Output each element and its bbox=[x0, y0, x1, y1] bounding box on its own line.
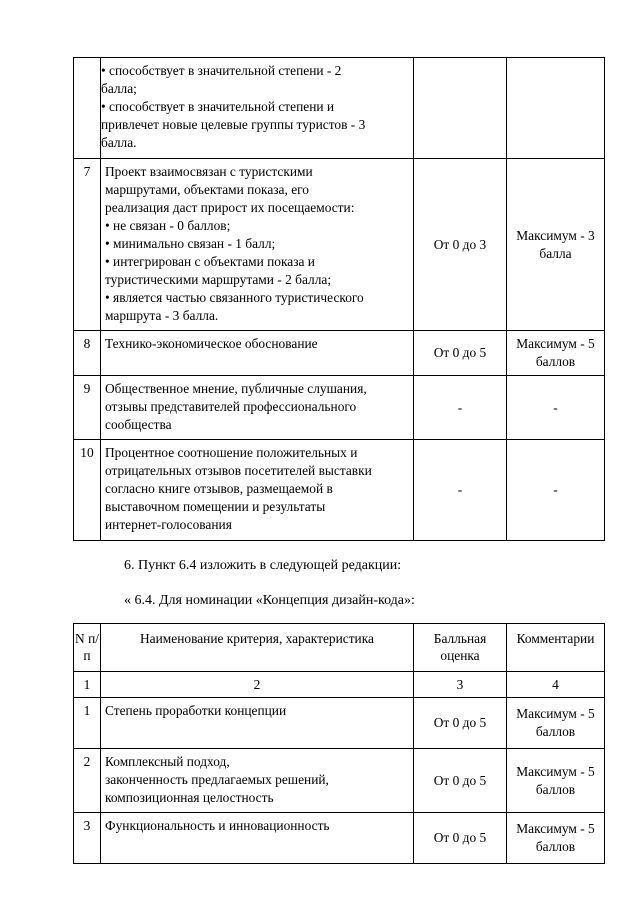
criterion-description bbox=[101, 376, 414, 440]
criterion-number: 9 bbox=[74, 376, 101, 440]
criterion-number: 3 bbox=[74, 813, 101, 864]
description-line: реализация даст прирост их посещаемости: bbox=[105, 200, 355, 215]
paragraph-point-6-4: 6. Пункт 6.4 изложить в следующей редакции: bbox=[124, 558, 402, 573]
description-line: привлечет новые целевые группы туристов - 3 bbox=[101, 117, 366, 132]
table-row bbox=[74, 749, 605, 813]
score-comment: - bbox=[507, 440, 605, 541]
criterion-description bbox=[101, 159, 414, 331]
description-line: интернет-голосования bbox=[105, 517, 232, 532]
table-header-row bbox=[74, 624, 605, 672]
column-number-4: 4 bbox=[507, 672, 605, 698]
criterion-number: 2 bbox=[74, 749, 101, 813]
table-row bbox=[74, 440, 605, 541]
column-number-2: 2 bbox=[101, 672, 414, 698]
description-line: • интегрирован с объектами показа и bbox=[105, 254, 315, 269]
column-number-3: 3 bbox=[414, 672, 507, 698]
table-row bbox=[74, 58, 605, 159]
score-range: - bbox=[414, 376, 507, 440]
design-code-criteria-table-body bbox=[74, 624, 605, 864]
criteria-table-continued bbox=[73, 57, 605, 541]
score-range: От 0 до 5 bbox=[414, 698, 507, 749]
table-row bbox=[74, 698, 605, 749]
table-row bbox=[74, 813, 605, 864]
description-line: • минимально связан - 1 балл; bbox=[105, 236, 276, 251]
criterion-description bbox=[101, 698, 414, 749]
criterion-description bbox=[101, 440, 414, 541]
score-range: От 0 до 5 bbox=[414, 749, 507, 813]
criterion-description bbox=[101, 331, 414, 376]
criterion-number: 7 bbox=[74, 159, 101, 331]
description-line: • способствует в значительной степени - 2 bbox=[101, 63, 342, 78]
description-line: Технико-экономическое обоснование bbox=[105, 336, 318, 351]
table-row bbox=[74, 159, 605, 331]
description-line: • не связан - 0 баллов; bbox=[105, 218, 231, 233]
header-number: N п/п bbox=[74, 624, 101, 672]
score-comment: Максимум - 5 баллов bbox=[507, 331, 605, 376]
criterion-description bbox=[101, 813, 414, 864]
column-number-1: 1 bbox=[74, 672, 101, 698]
score-comment: Максимум - 5 баллов bbox=[507, 698, 605, 749]
description-line: маршрутами, объектами показа, его bbox=[105, 182, 309, 197]
description-line: композиционная целостность bbox=[105, 790, 274, 805]
score-range: - bbox=[414, 440, 507, 541]
criterion-description bbox=[101, 749, 414, 813]
description-line: согласно книге отзывов, размещаемой в bbox=[105, 481, 333, 496]
score-range bbox=[414, 58, 507, 159]
table-row bbox=[74, 331, 605, 376]
criterion-number: 10 bbox=[74, 440, 101, 541]
description-line: • способствует в значительной степени и bbox=[101, 99, 335, 114]
score-range: От 0 до 5 bbox=[414, 331, 507, 376]
description-line: балла. bbox=[101, 135, 137, 150]
description-line: Процентное соотношение положительных и bbox=[105, 445, 358, 460]
score-range: От 0 до 5 bbox=[414, 813, 507, 864]
criteria-table-continued-body bbox=[74, 58, 605, 541]
header-score: Балльная оценка bbox=[414, 624, 507, 672]
criterion-number: 8 bbox=[74, 331, 101, 376]
description-line: законченность предлагаемых решений, bbox=[105, 772, 329, 787]
description-line: Функциональность и инновационность bbox=[105, 818, 330, 833]
table-numbering-row bbox=[74, 672, 605, 698]
description-line: балла; bbox=[101, 81, 137, 96]
criterion-description bbox=[101, 58, 414, 159]
score-comment: - bbox=[507, 376, 605, 440]
description-line: выставочном помещении и результаты bbox=[105, 499, 326, 514]
design-code-criteria-table bbox=[73, 623, 605, 864]
criterion-number bbox=[74, 58, 101, 159]
criterion-number: 1 bbox=[74, 698, 101, 749]
header-comments: Комментарии bbox=[507, 624, 605, 672]
score-range: От 0 до 3 bbox=[414, 159, 507, 331]
score-comment: Максимум - 5 баллов bbox=[507, 813, 605, 864]
description-line: Общественное мнение, публичные слушания, bbox=[105, 381, 367, 396]
description-line: Степень проработки концепции bbox=[105, 703, 287, 718]
description-line: маршрута - 3 балла. bbox=[105, 308, 219, 323]
description-line: Комплексный подход, bbox=[105, 754, 230, 769]
score-comment bbox=[507, 58, 605, 159]
description-line: Проект взаимосвязан с туристскими bbox=[105, 164, 313, 179]
header-criterion: Наименование критерия, характеристика bbox=[101, 624, 414, 672]
paragraph-nomination-design-code: « 6.4. Для номинации «Концепция дизайн-кода»: bbox=[124, 593, 415, 608]
table-row bbox=[74, 376, 605, 440]
description-line: • является частью связанного туристического bbox=[105, 290, 364, 305]
score-comment: Максимум - 5 баллов bbox=[507, 749, 605, 813]
description-line: отрицательных отзывов посетителей выставки bbox=[105, 463, 372, 478]
description-line: сообщества bbox=[105, 417, 172, 432]
description-line: туристическими маршрутами - 2 балла; bbox=[105, 272, 332, 287]
description-line: отзывы представителей профессионального bbox=[105, 399, 357, 414]
score-comment: Максимум - 3 балла bbox=[507, 159, 605, 331]
